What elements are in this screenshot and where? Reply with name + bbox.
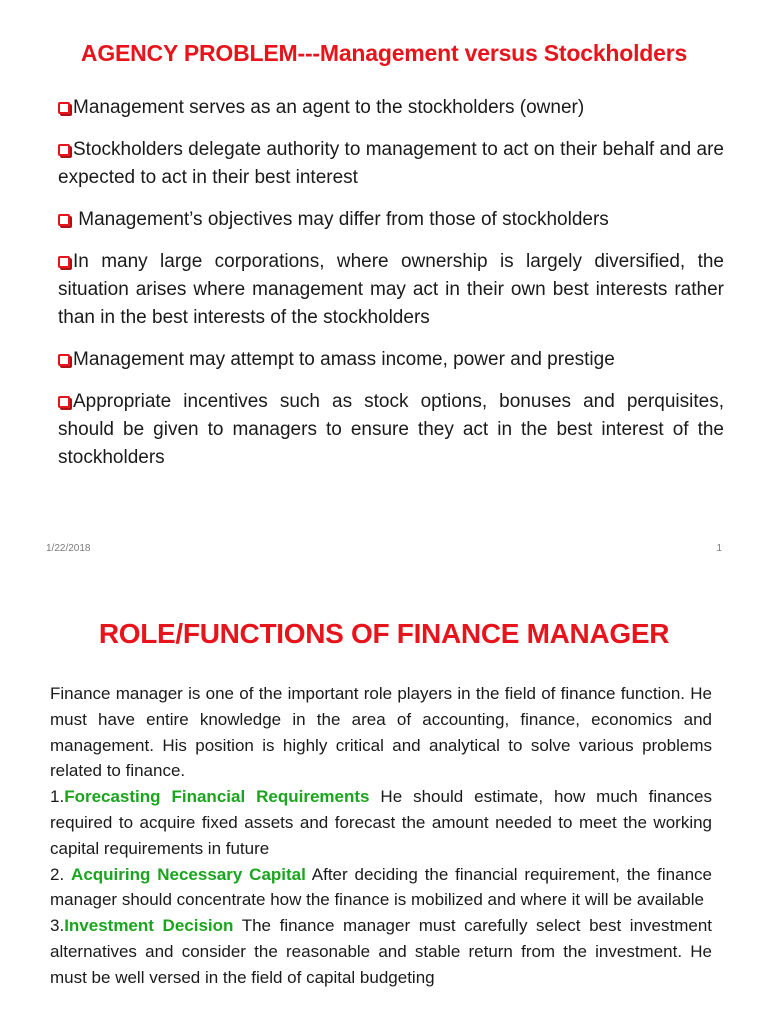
function-heading: Investment Decision [64,916,234,936]
checkbox-bullet-icon [58,354,70,366]
function-heading: Acquiring Necessary Capital [71,864,306,884]
function-item: 3.Investment Decision The finance manager must carefully select best investment alternatives and consider the reasonable and stable return from the investment. He must be well versed in the field of capital budgeting [50,916,713,987]
intro-paragraph: Finance manager is one of the important role players in the field of finance function. He must have entire knowledge in the area of accounting, finance, economics and management. His position is highly critical and analytical to solve various problems related to finance. [50,684,712,781]
slide-finance-manager-role [0,586,768,1024]
bullet-item: Appropriate incentives such as stock options, bonuses and perquisites, should be given to managers to ensure they act in the best interest of the stockholders [58,391,724,468]
bullet-item: In many large corporations, where ownership is largely diversified, the situation arises where management may act in their own best interests rather than in the best interests of the stockholders [58,251,724,328]
bullet-item: Management serves as an agent to the stockholders (owner) [58,94,724,122]
function-heading: Forecasting Financial Requirements [64,787,370,807]
function-item: 1.Forecasting Financial Requirements He should estimate, how much finances required to acquire fixed assets and forecast the amount needed to meet the working capital requirements in future [50,787,712,858]
footer-date: 1/22/2018 [46,543,91,554]
function-item: 2. Acquiring Necessary Capital After deciding the financial requirement, the finance manager should concentrate how the finance is mobilized and where it will be available [50,864,713,910]
slide-title: ROLE/FUNCTIONS OF FINANCE MANAGER [98,618,670,649]
checkbox-bullet-icon [58,144,70,156]
slide-title: AGENCY PROBLEM---Management versus Stockholders [80,40,688,66]
footer-page-number: 1 [716,543,722,554]
bullet-item: Stockholders delegate authority to management to act on their behalf and are expected to act in their best interest [58,139,724,188]
bullet-list [58,94,724,486]
slide-separator [0,572,768,586]
checkbox-bullet-icon [58,396,70,408]
bullet-item: Management’s objectives may differ from those of stockholders [58,206,724,234]
checkbox-bullet-icon [58,256,70,268]
checkbox-bullet-icon [58,102,70,114]
checkbox-bullet-icon [58,214,70,226]
bullet-item: Management may attempt to amass income, power and prestige [58,346,724,374]
slide-body [50,681,712,991]
